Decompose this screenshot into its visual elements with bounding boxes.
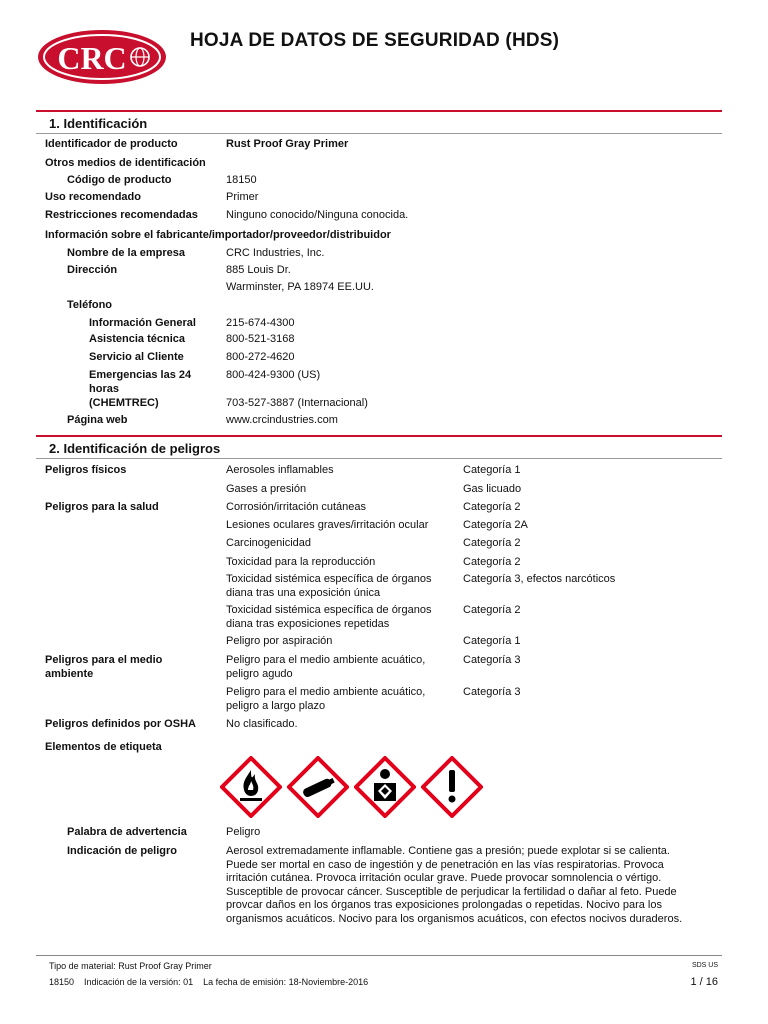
product-code-label: Código de producto bbox=[67, 174, 172, 186]
address-label: Dirección bbox=[67, 264, 118, 276]
section-2-title: 2. Identificación de peligros bbox=[49, 441, 221, 456]
hazard-category: Categoría 3, efectos narcóticos bbox=[463, 573, 616, 585]
document-title: HOJA DE DATOS DE SEGURIDAD (HDS) bbox=[190, 30, 560, 51]
recommended-use-label: Uso recomendado bbox=[45, 191, 141, 203]
env-hazards-label-line-2: ambiente bbox=[45, 668, 94, 680]
physical-hazards-label: Peligros físicos bbox=[45, 464, 127, 476]
restrictions-label: Restricciones recomendadas bbox=[45, 209, 198, 221]
emergency-value-us: 800-424-9300 (US) bbox=[226, 369, 321, 381]
product-code-value: 18150 bbox=[226, 174, 257, 186]
footer-page-number: 1 / 16 bbox=[690, 976, 718, 988]
website-value[interactable]: www.crcindustries.com bbox=[226, 414, 338, 426]
manufacturer-info-label: Información sobre el fabricante/importador/proveedor/distribuidor bbox=[45, 229, 391, 241]
hazard-statement-label: Indicación de peligro bbox=[67, 845, 178, 857]
health-hazards-label: Peligros para la salud bbox=[45, 501, 159, 513]
tech-assist-value: 800-521-3168 bbox=[226, 333, 295, 345]
hazard-category: Categoría 3 bbox=[463, 686, 521, 698]
hazard-category: Categoría 2 bbox=[463, 556, 521, 568]
general-info-value: 215-674-4300 bbox=[226, 317, 295, 329]
phone-label: Teléfono bbox=[67, 299, 113, 311]
hazard-category: Categoría 2 bbox=[463, 537, 521, 549]
address-line-2: Warminster, PA 18974 EE.UU. bbox=[226, 281, 374, 293]
other-means-label: Otros medios de identificación bbox=[45, 157, 206, 169]
hazard-category: Categoría 2 bbox=[463, 604, 521, 616]
company-name-value: CRC Industries, Inc. bbox=[226, 247, 325, 259]
section-1-underline bbox=[36, 133, 722, 134]
hazard-category: Categoría 1 bbox=[463, 635, 521, 647]
signal-word-value: Peligro bbox=[226, 826, 261, 838]
emergency-label-line-1: Emergencias las 24 bbox=[89, 369, 192, 381]
customer-service-label: Servicio al Cliente bbox=[89, 351, 184, 363]
hazard-name: Toxicidad sistémica específica de órganos diana tras una exposición única bbox=[226, 573, 432, 599]
label-elements-label: Elementos de etiqueta bbox=[45, 741, 162, 753]
health-hazard-icon bbox=[354, 756, 416, 818]
exclamation-mark-icon bbox=[421, 756, 483, 818]
hazard-name: Toxicidad para la reproducción bbox=[226, 556, 376, 568]
footer-sds-code: SDS US bbox=[691, 962, 718, 969]
hazard-name: Carcinogenicidad bbox=[226, 537, 311, 549]
env-hazards-label-line-1: Peligros para el medio bbox=[45, 654, 163, 666]
ghs-pictograms bbox=[220, 756, 485, 818]
recommended-use-value: Primer bbox=[226, 191, 259, 203]
hazard-category: Gas licuado bbox=[463, 483, 522, 495]
flame-icon bbox=[220, 756, 282, 818]
svg-text:CRC: CRC bbox=[57, 40, 127, 76]
section-divider bbox=[36, 110, 722, 112]
company-name-label: Nombre de la empresa bbox=[67, 247, 185, 259]
emergency-label-line-2: horas bbox=[89, 383, 119, 395]
signal-word-label: Palabra de advertencia bbox=[67, 826, 187, 838]
section-2-underline bbox=[36, 458, 722, 459]
section-divider bbox=[36, 435, 722, 437]
hazard-name: Corrosión/irritación cutáneas bbox=[226, 501, 367, 513]
footer-divider bbox=[36, 955, 722, 956]
osha-value: No clasificado. bbox=[226, 718, 298, 730]
section-1-title: 1. Identificación bbox=[49, 116, 148, 131]
hazard-category: Categoría 3 bbox=[463, 654, 521, 666]
footer-version-line: 18150 Indicación de la versión: 01 La fecha de emisión: 18-Noviembre-2016 bbox=[49, 977, 369, 987]
hazard-name: Peligro para el medio ambiente acuático, peligro agudo bbox=[226, 654, 426, 680]
emergency-value-international: 703-527-3887 (Internacional) bbox=[226, 397, 368, 409]
gas-cylinder-icon bbox=[287, 756, 349, 818]
hazard-category: Categoría 2A bbox=[463, 519, 528, 531]
emergency-label-line-3: (CHEMTREC) bbox=[89, 397, 159, 409]
hazard-name: Gases a presión bbox=[226, 483, 307, 495]
address-line-1: 885 Louis Dr. bbox=[226, 264, 291, 276]
hazard-name: Lesiones oculares graves/irritación ocular bbox=[226, 519, 429, 531]
website-label: Página web bbox=[67, 414, 128, 426]
product-identifier-value: Rust Proof Gray Primer bbox=[226, 138, 349, 150]
hazard-name: Toxicidad sistémica específica de órganos diana tras exposiciones repetidas bbox=[226, 604, 432, 630]
hazard-category: Categoría 2 bbox=[463, 501, 521, 513]
hazard-category: Categoría 1 bbox=[463, 464, 521, 476]
crc-logo bbox=[36, 28, 168, 86]
hazard-name: Peligro por aspiración bbox=[226, 635, 333, 647]
product-identifier-label: Identificador de producto bbox=[45, 138, 178, 150]
hazard-statement-value: Aerosol extremadamente inflamable. Contiene gas a presión; puede explotar si se calienta. Puede ser mortal en caso de ingestión y de penetración en las vías respiratorias. Provoca irritación cutánea. Provoca irritación ocular grave. Puede provocar somnolencia o vértigo. Susceptible de provocar cáncer. Susceptible de perjudicar la fertilidad o dañar al feto. Puede provcar daños en los órganos tras exposiciones prolongadas o repetidas. Nocivo para los organismos acuáticos. Nocivo para los organismos acuáticos, con efectos nocivos duraderos. bbox=[226, 845, 683, 925]
footer-material-type: Tipo de material: Rust Proof Gray Primer bbox=[49, 961, 212, 971]
general-info-label: Información General bbox=[89, 317, 196, 329]
hazard-name: Aerosoles inflamables bbox=[226, 464, 334, 476]
restrictions-value: Ninguno conocido/Ninguna conocida. bbox=[226, 209, 409, 221]
osha-label: Peligros definidos por OSHA bbox=[45, 718, 196, 730]
customer-service-value: 800-272-4620 bbox=[226, 351, 295, 363]
tech-assist-label: Asistencia técnica bbox=[89, 333, 185, 345]
hazard-name: Peligro para el medio ambiente acuático, peligro a largo plazo bbox=[226, 686, 426, 712]
